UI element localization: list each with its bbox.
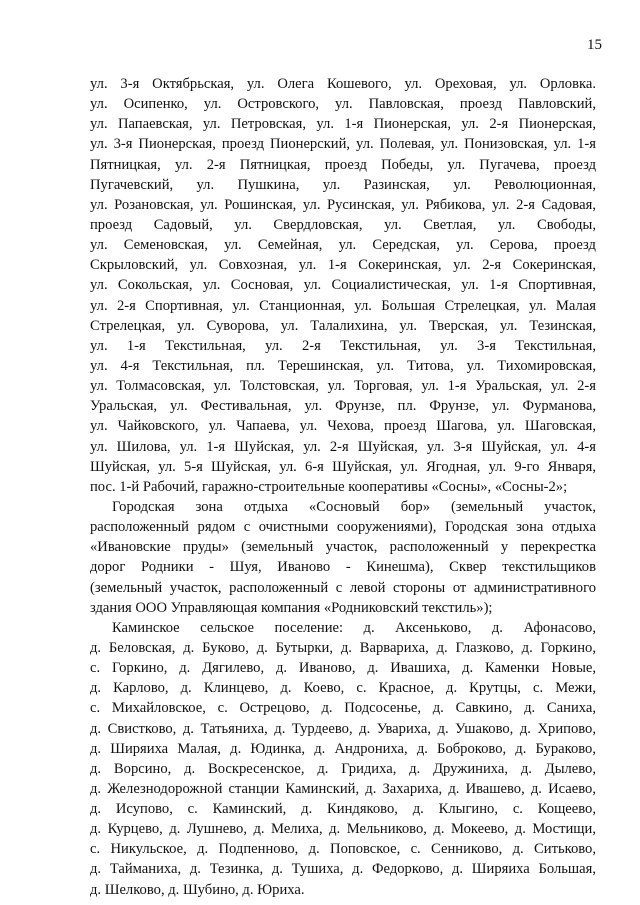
document-body	[90, 74, 596, 900]
text-line: с. Горкино, д. Дягилево, д. Иваново, д. Ивашиха, д. Каменки Новые,	[90, 660, 596, 677]
paragraph-kaminskoe-settlement	[90, 618, 596, 900]
paragraph-recreation-zones	[90, 497, 596, 618]
text-line: Городская зона отдыха «Сосновый бор» (земельный участок,	[112, 498, 596, 515]
text-line: с. Никульское, д. Подпенново, д. Поповское, с. Сенниково, д. Ситьково,	[90, 841, 596, 858]
text-line: ул. Папаевская, ул. Петровская, ул. 1-я Пионерская, ул. 2-я Пионерская,	[90, 116, 596, 133]
text-line: ул. Толмасовская, ул. Толстовская, ул. Торговая, ул. 1-я Уральская, ул. 2-я	[90, 378, 596, 395]
text-line: (земельный участок, расположенный с левой стороны от административного	[90, 579, 596, 596]
text-line: ул. Сокольская, ул. Сосновая, ул. Социалистическая, ул. 1-я Спортивная,	[90, 277, 596, 294]
page-number: 15	[587, 37, 602, 53]
text-line: ул. 4-я Текстильная, пл. Терешинская, ул. Титова, ул. Тихомировская,	[90, 357, 596, 374]
text-line: д. Шелково, д. Шубино, д. Юриха.	[90, 881, 305, 898]
text-line: проезд Садовый, ул. Свердловская, ул. Светлая, ул. Свободы,	[90, 216, 596, 233]
text-line: ул. Розановская, ул. Рошинская, ул. Русинская, ул. Рябикова, ул. 2-я Садовая,	[90, 196, 596, 213]
paragraph-streets	[90, 74, 596, 497]
text-line: д. Ворсино, д. Воскресенское, д. Гридиха, д. Дружиниха, д. Дылево,	[90, 760, 596, 777]
text-line: д. Железнодорожной станции Каминский, д. Захариха, д. Ивашево, д. Исаево,	[90, 780, 596, 797]
text-line: Скрыловский, ул. Совхозная, ул. 1-я Сокеринская, ул. 2-я Сокеринская,	[90, 257, 596, 274]
text-line: ул. Семеновская, ул. Семейная, ул. Середская, ул. Серова, проезд	[90, 237, 596, 254]
text-line: Шуйская, ул. 5-я Шуйская, ул. 6-я Шуйская, ул. Ягодная, ул. 9-го Января,	[90, 458, 596, 475]
text-line: «Ивановские пруды» (земельный участок, расположенный у перекрестка	[90, 539, 596, 556]
text-line: ул. 3-я Пионерская, проезд Пионерский, ул. Полевая, ул. Понизовская, ул. 1-я	[90, 136, 596, 153]
text-line: д. Свистково, д. Татьяниха, д. Турдеево, д. Увариха, д. Ушаково, д. Хрипово,	[90, 720, 596, 737]
text-line: пос. 1-й Рабочий, гаражно-строительные кооперативы «Сосны», «Сосны-2»;	[90, 478, 568, 495]
text-line: Стрелецкая, ул. Суворова, ул. Талалихина, ул. Тверская, ул. Тезинская,	[90, 317, 596, 334]
text-line: д. Беловская, д. Буково, д. Бутырки, д. Варвариха, д. Глазково, д. Горкино,	[90, 639, 596, 656]
text-line: здания ООО Управляющая компания «Родниковский текстиль»);	[90, 599, 493, 616]
text-line: Уральская, ул. Фестивальная, ул. Фрунзе, пл. Фрунзе, ул. Фурманова,	[90, 398, 596, 415]
text-line: ул. Осипенко, ул. Островского, ул. Павловская, проезд Павловский,	[90, 96, 596, 113]
text-line: ул. 3-я Октябрьская, ул. Олега Кошевого, ул. Ореховая, ул. Орловка.	[90, 76, 596, 92]
text-line: д. Курцево, д. Лушнево, д. Мелиха, д. Мельниково, д. Мокеево, д. Мостищи,	[90, 821, 596, 838]
text-line: Каминское сельское поселение: д. Аксеньково, д. Афонасово,	[112, 619, 596, 636]
text-line: д. Ширяиха Малая, д. Юдинка, д. Андрониха, д. Боброково, д. Бураково,	[90, 740, 596, 757]
text-line: расположенный рядом с очистными сооружениями), Городская зона отдыха	[90, 519, 596, 536]
text-line: с. Михайловское, с. Острецово, д. Подсосенье, д. Савкино, д. Саниха,	[90, 700, 596, 717]
text-line: ул. 1-я Текстильная, ул. 2-я Текстильная, ул. 3-я Текстильная,	[90, 337, 596, 354]
text-line: д. Тайманиха, д. Тезинка, д. Тушиха, д. Федорково, д. Ширяиха Большая,	[90, 861, 596, 878]
text-line: д. Карлово, д. Клинцево, д. Коево, с. Красное, д. Крутцы, с. Межи,	[90, 680, 596, 697]
text-line: Пугачевский, ул. Пушкина, ул. Разинская, ул. Революционная,	[90, 176, 596, 193]
text-line: д. Исупово, с. Каминский, д. Киндяково, д. Клыгино, с. Кощеево,	[90, 801, 596, 818]
text-line: дорог Родники - Шуя, Иваново - Кинешма), Сквер текстильщиков	[90, 559, 596, 576]
text-line: Пятницкая, ул. 2-я Пятницкая, проезд Победы, ул. Пугачева, проезд	[90, 156, 596, 173]
text-line: ул. Шилова, ул. 1-я Шуйская, ул. 2-я Шуйская, ул. 3-я Шуйская, ул. 4-я	[90, 438, 596, 455]
text-line: ул. Чайковского, ул. Чапаева, ул. Чехова, проезд Шагова, ул. Шаговская,	[90, 418, 596, 435]
text-line: ул. 2-я Спортивная, ул. Станционная, ул. Большая Стрелецкая, ул. Малая	[90, 297, 596, 314]
